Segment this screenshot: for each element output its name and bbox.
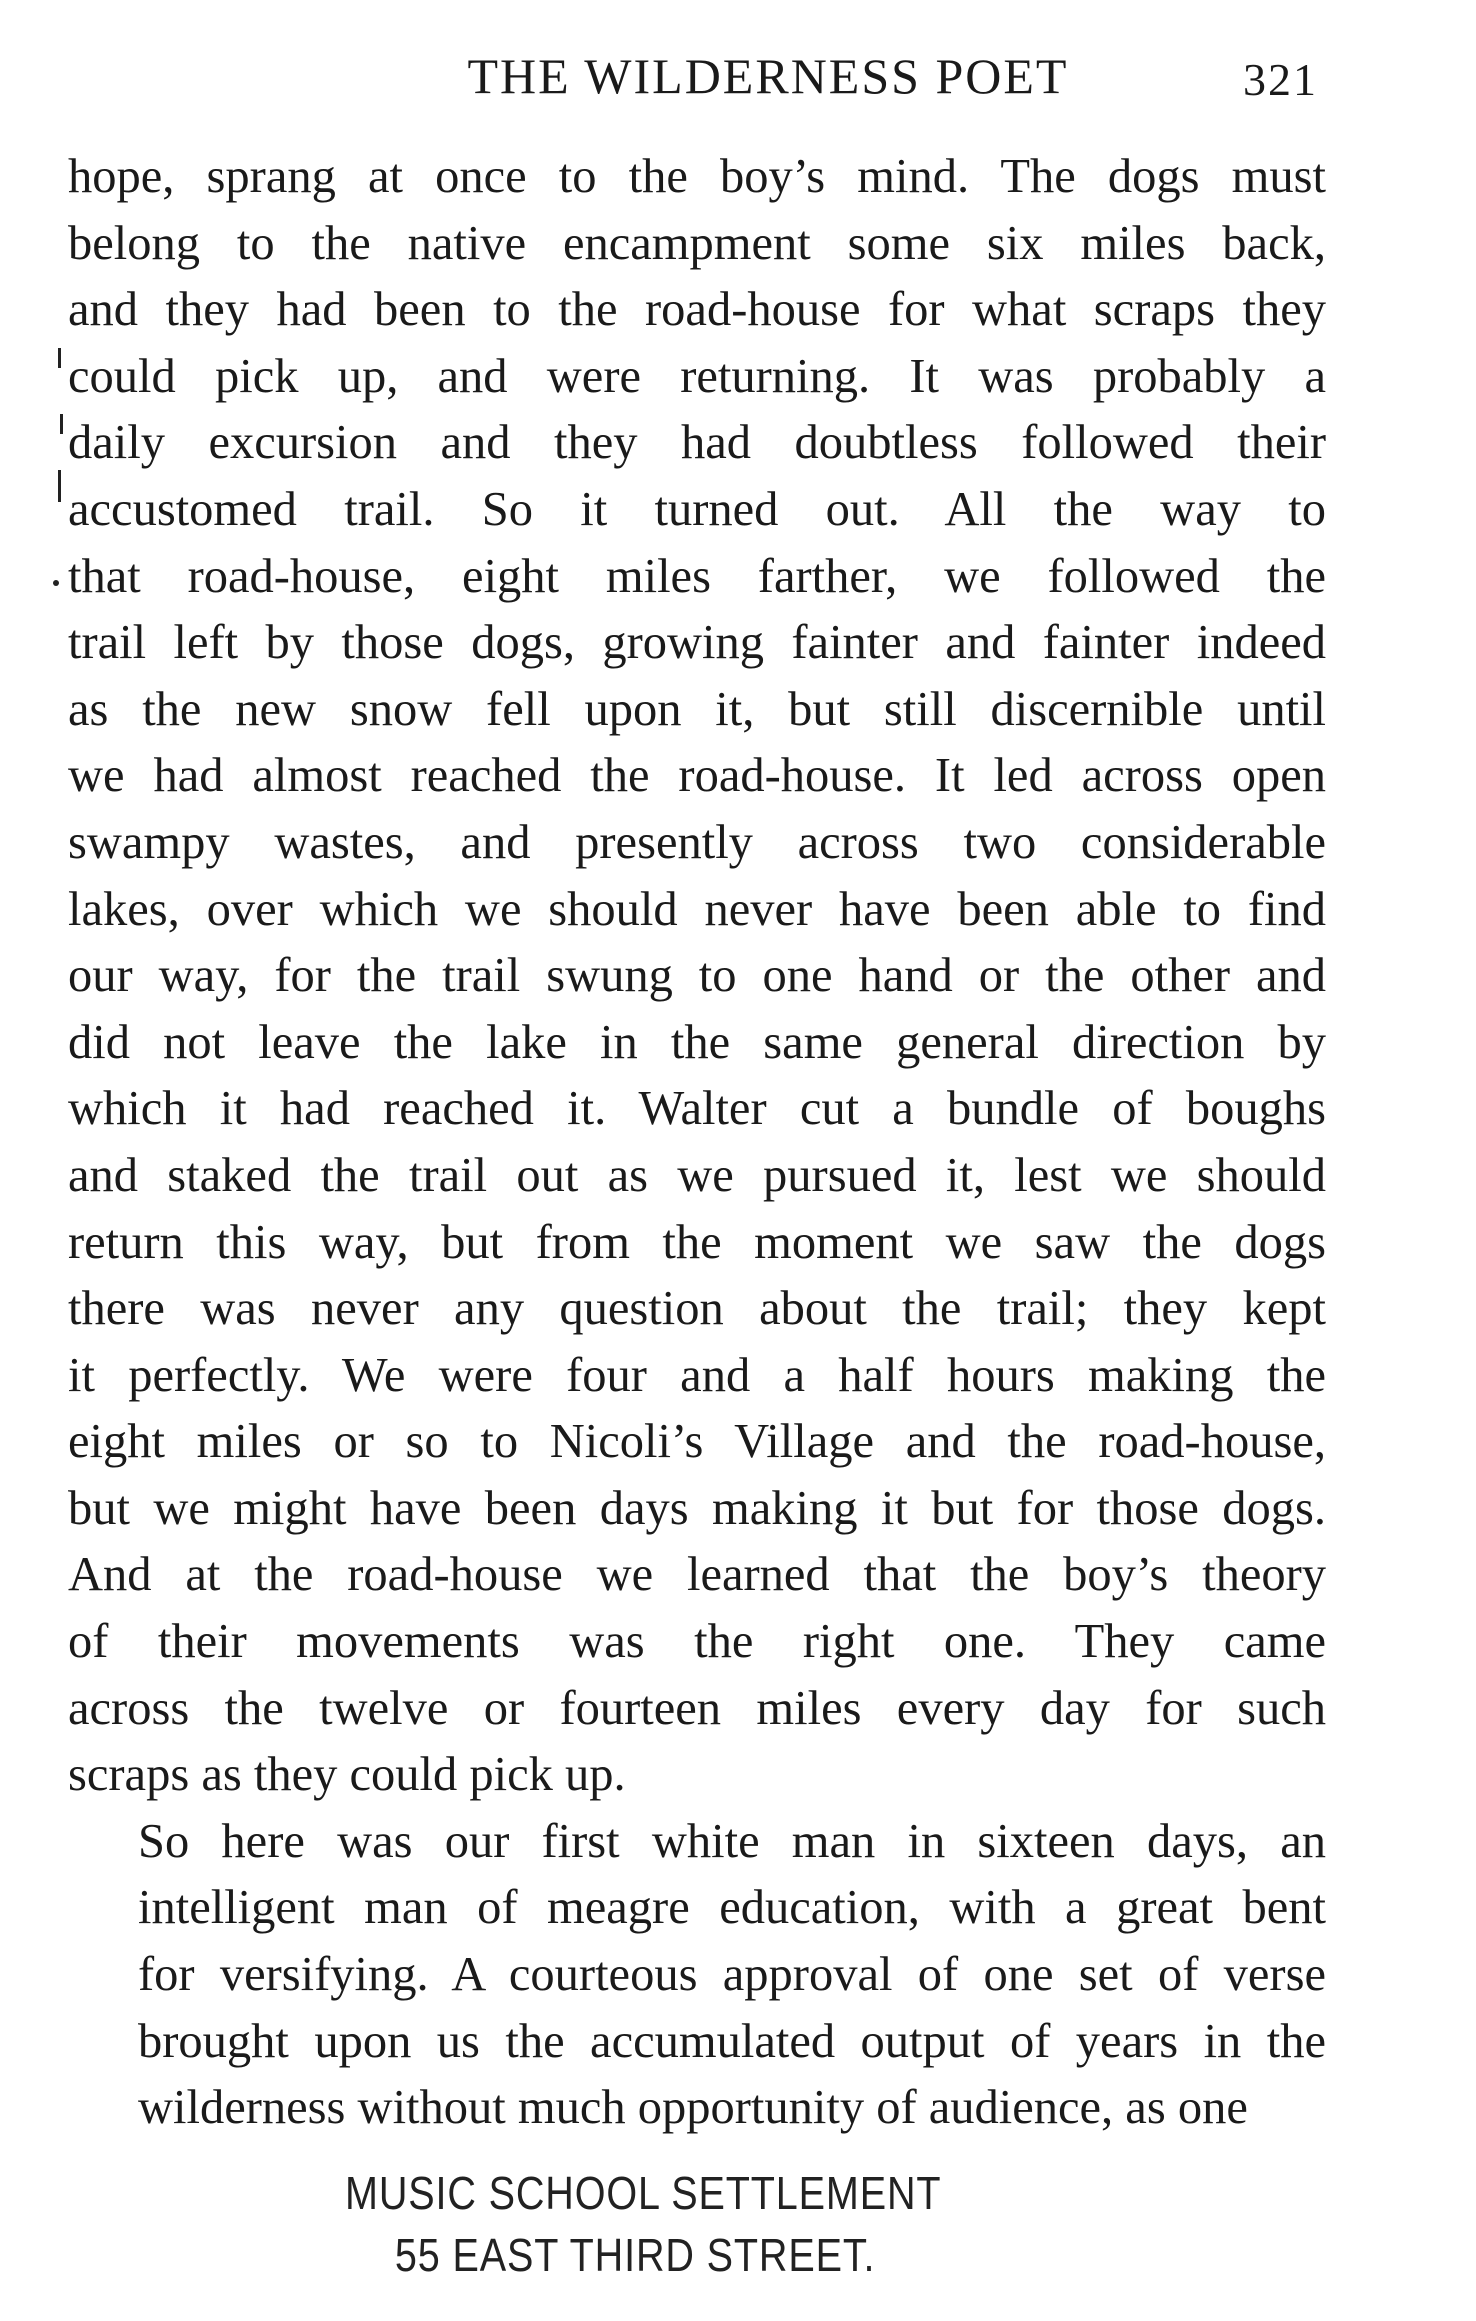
paragraph <box>68 144 1326 1809</box>
text-line: wilderness without much opportunity of audience, as one <box>138 2081 1248 2135</box>
text-line: eight miles or so to Nicoli’s Village and the road-house, <box>68 1415 1326 1469</box>
text-line: there was never any question about the trail; they kept <box>68 1282 1326 1336</box>
library-stamp <box>345 2162 941 2286</box>
margin-mark <box>60 414 63 434</box>
text-line: but we might have been days making it but for those dogs. <box>68 1481 1326 1535</box>
text-line: of their movements was the right one. They came <box>68 1615 1326 1669</box>
text-line: scraps as they could pick up. <box>68 1748 626 1802</box>
text-line: as the new snow fell upon it, but still discernible until <box>68 682 1326 736</box>
text-line: hope, sprang at once to the boy’s mind. The dogs must <box>68 150 1326 203</box>
text-line: return this way, but from the moment we saw the dogs <box>68 1215 1326 1269</box>
text-line: lakes, over which we should never have been able to find <box>68 882 1326 936</box>
stamp-line: MUSIC SCHOOL SETTLEMENT <box>345 2167 942 2219</box>
text-line: brought upon us the accumulated output of years in the <box>138 2014 1326 2068</box>
text-line: our way, for the trail swung to one hand or the other and <box>68 949 1326 1003</box>
margin-mark <box>53 580 59 586</box>
text-line: daily excursion and they had doubtless followed their <box>68 416 1326 470</box>
text-line: it perfectly. We were four and a half hours making the <box>68 1348 1326 1402</box>
text-line: and staked the trail out as we pursued it, lest we should <box>68 1148 1326 1202</box>
text-line: And at the road-house we learned that the boy’s theory <box>68 1548 1326 1602</box>
stamp-line: 55 EAST THIRD STREET. <box>394 2229 876 2281</box>
text-line: across the twelve or fourteen miles every day for such <box>68 1681 1326 1735</box>
page-number: 321 <box>1243 54 1318 105</box>
text-line: for versifying. A courteous approval of one set of verse <box>138 1948 1326 2002</box>
text-line: which it had reached it. Walter cut a bundle of boughs <box>68 1082 1326 1136</box>
text-line: accustomed trail. So it turned out. All the way to <box>68 482 1326 536</box>
paragraph <box>68 1809 1326 2142</box>
text-line: trail left by those dogs, growing fainter and fainter indeed <box>68 616 1326 670</box>
text-line: could pick up, and were returning. It was probably a <box>68 349 1326 403</box>
text-line: swampy wastes, and presently across two considerable <box>68 815 1326 869</box>
text-line: that road-house, eight miles farther, we followed the <box>68 549 1326 603</box>
text-line: So here was our first white man in sixteen days, an <box>138 1814 1326 1868</box>
text-line: intelligent man of meagre education, with a great bent <box>138 1881 1326 1935</box>
body-text <box>68 144 1326 2142</box>
running-title: THE WILDERNESS POET <box>467 48 1069 104</box>
text-line: belong to the native encampment some six miles back, <box>68 216 1326 270</box>
margin-mark <box>58 470 61 502</box>
text-line: did not leave the lake in the same general direction by <box>68 1015 1326 1069</box>
margin-mark <box>58 348 61 368</box>
text-line: and they had been to the road-house for what scraps they <box>68 283 1326 337</box>
text-line: we had almost reached the road-house. It led across open <box>68 749 1326 803</box>
